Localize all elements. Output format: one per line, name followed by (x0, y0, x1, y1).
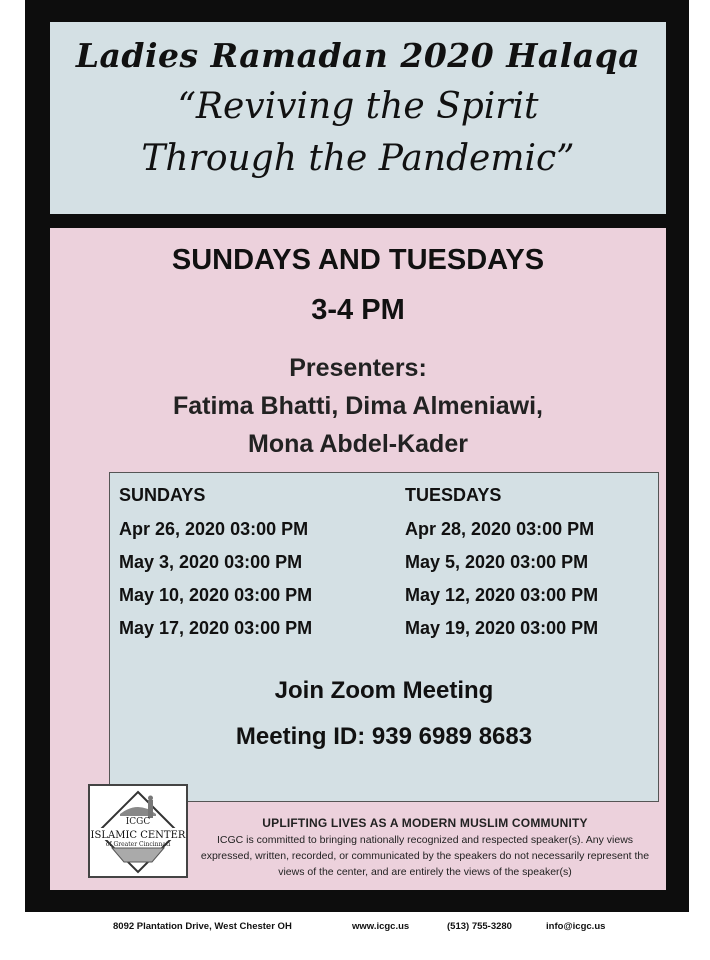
footer-email[interactable]: info@icgc.us (546, 921, 606, 932)
sundays-column (119, 485, 312, 645)
tuesdays-column (405, 485, 598, 645)
zoom-join-label: Join Zoom Meeting (274, 677, 494, 704)
body-panel (50, 228, 666, 890)
sunday-session: May 10, 2020 03:00 PM (119, 585, 313, 605)
presenters-line-2: Mona Abdel-Kader (248, 430, 468, 458)
sunday-session: May 3, 2020 03:00 PM (119, 552, 303, 572)
event-title: Ladies Ramadan 2020 Halaqa (75, 36, 641, 75)
footer-website[interactable]: www.icgc.us (352, 921, 410, 932)
disclaimer (200, 816, 650, 880)
subtitle-line-2: Through the Pandemic” (141, 138, 575, 179)
subtitle-line-1: “Reviving the Spirit (177, 86, 539, 127)
presenters-line-1: Fatima Bhatti, Dima Almeniawi, (173, 392, 543, 420)
tuesdays-heading: TUESDAYS (405, 485, 502, 505)
tuesday-session: May 5, 2020 03:00 PM (405, 552, 589, 572)
mosque-icon (90, 786, 186, 876)
icgc-logo (88, 784, 188, 878)
footer-phone: (513) 755-3280 (447, 921, 512, 932)
disclaimer-title: UPLIFTING LIVES AS A MODERN MUSLIM COMMUNITY (262, 816, 588, 830)
svg-text:of Greater Cincinnati: of Greater Cincinnati (105, 841, 171, 848)
tuesday-session: May 19, 2020 03:00 PM (405, 618, 599, 638)
meeting-time: 3-4 PM (311, 294, 405, 326)
tuesday-session: Apr 28, 2020 03:00 PM (405, 519, 595, 539)
svg-text:ICGC: ICGC (125, 817, 151, 827)
flyer (25, 0, 689, 912)
event-subtitle (50, 81, 666, 185)
sundays-heading: SUNDAYS (119, 485, 206, 505)
disclaimer-text: ICGC is committed to bringing nationally recognized and respected speaker(s). Any views expressed, written, recorded, or communicated by the speakers do not necessarily represent the views of the center, and are entirely the views of the speaker(s) (200, 834, 650, 878)
tuesday-session: May 12, 2020 03:00 PM (405, 585, 599, 605)
footer (25, 912, 689, 960)
schedule-box (109, 472, 659, 802)
sunday-session: Apr 26, 2020 03:00 PM (119, 519, 309, 539)
sunday-session: May 17, 2020 03:00 PM (119, 618, 313, 638)
header-panel (50, 22, 666, 214)
meeting-days: SUNDAYS AND TUESDAYS (171, 244, 545, 276)
footer-address: 8092 Plantation Drive, West Chester OH (113, 921, 292, 932)
svg-text:ISLAMIC CENTER: ISLAMIC CENTER (90, 830, 186, 841)
zoom-meeting-id: Meeting ID: 939 6989 8683 (235, 723, 533, 750)
presenters-label: Presenters: (289, 354, 427, 382)
